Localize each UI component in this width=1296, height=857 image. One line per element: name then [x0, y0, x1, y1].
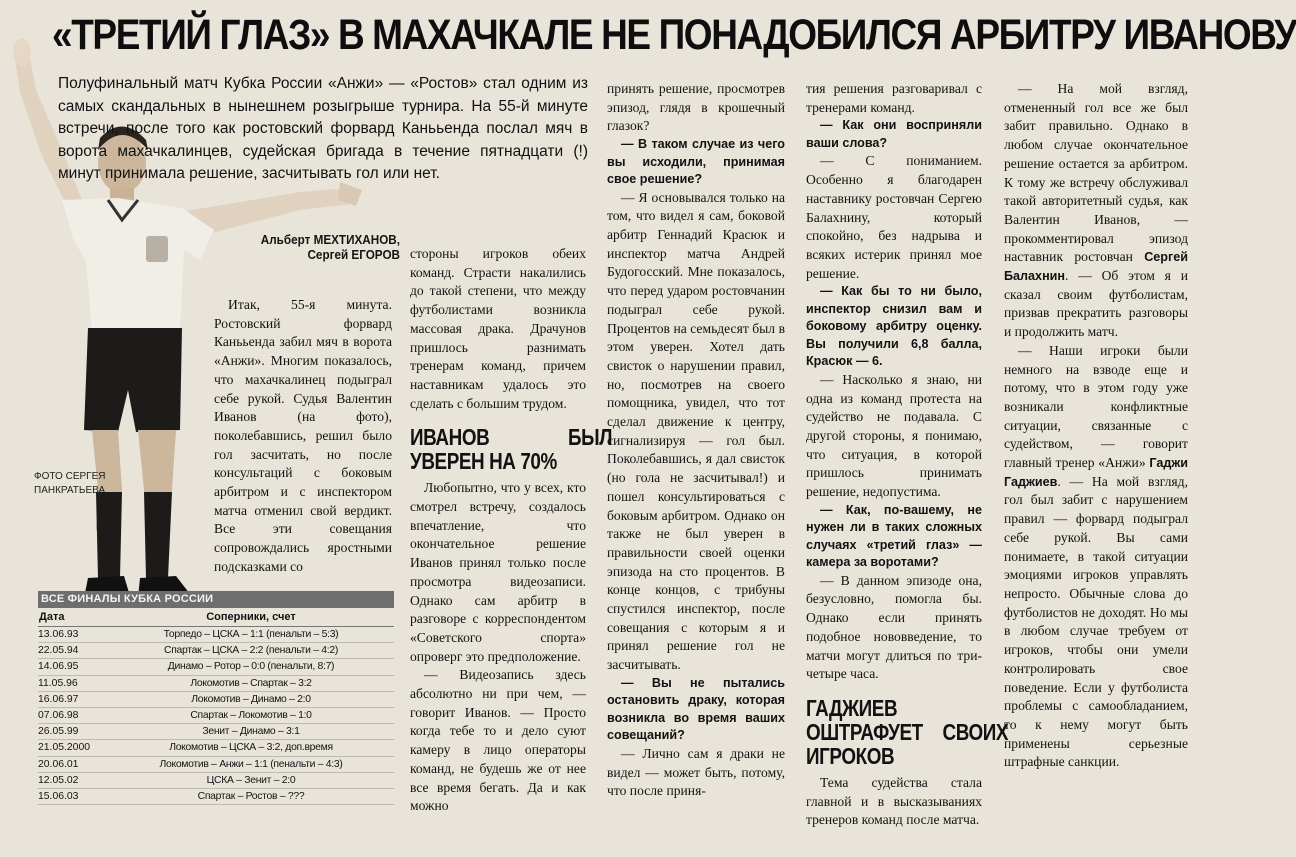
headline: «ТРЕТИЙ ГЛАЗ» В МАХАЧКАЛЕ НЕ ПОНАДОБИЛСЯ АРБИТРУ ИВАНОВУ — [52, 11, 1296, 59]
table-cell-date: 12.05.02 — [38, 772, 108, 788]
column-1 — [214, 296, 392, 586]
table-cell-match: Торпедо – ЦСКА – 1:1 (пенальти – 5:3) — [108, 627, 394, 643]
column-3-question-2: — Вы не пытались остановить драку, которая возникла во время ваших совещаний? — [607, 675, 785, 743]
byline-author-2: Сергей ЕГОРОВ — [307, 247, 400, 262]
table-row — [38, 724, 394, 740]
column-4-question-3: — Как, по-вашему, не нужен ли в таких сложных случаях «третий глаз» — камера за воротами? — [806, 502, 982, 570]
lead-paragraph: Полуфинальный матч Кубка России «Анжи» — «Ростов» стал одним из самых скандальных в нынешнем розыгрыше турнира. На 55-й минуте встречи, после того как ростовский форвард Канььенда послал мяч в ворота махачкалинцев, судейская бригада в течение пятнадцати (!) минут принимала решение, засчитывать гол или нет. — [58, 75, 588, 182]
table-row — [38, 772, 394, 788]
table-row — [38, 659, 394, 675]
column-3-question-1: — В таком случае из чего вы исходили, принимая свое решение? — [607, 137, 785, 187]
table-cell-date: 13.06.93 — [38, 627, 108, 643]
table-cell-date: 14.06.95 — [38, 659, 108, 675]
byline-author-1: Альберт МЕХТИХАНОВ, — [260, 232, 400, 247]
table-cell-match: Локомотив – Динамо – 2:0 — [108, 691, 394, 707]
photo-credit: ФОТО СЕРГЕЯ ПАНКРАТЬЕВА — [34, 471, 106, 496]
column-5-name-balakhnin: Сергей Балахнин — [1004, 250, 1188, 284]
column-4-paragraph-3: — Насколько я знаю, ни одна из команд протеста на судейство не подавала. С другой стороны, я понимаю, что ситуация, в которой пришлось принимать решение, недопустима. — [806, 371, 982, 500]
table-cell-date: 22.05.94 — [38, 643, 108, 659]
table-row — [38, 643, 394, 659]
table-cell-date: 15.06.03 — [38, 788, 108, 804]
column-5 — [1004, 80, 1188, 805]
column-5-paragraph-2-text-a: — Наши игроки были немного на взводе еще и потому, что в этом году уже возникали конфликтные ситуации, связанные с судейством, — говорит главный тренер «Анжи» — [1004, 342, 1188, 471]
subhead-gadzhiev: ГАДЖИЕВ ОШТРАФУЕТ СВОИХ ИГРОКОВ — [806, 694, 1009, 769]
table-cell-match: Локомотив – ЦСКА – 3:2, доп.время — [108, 740, 394, 756]
column-2 — [410, 245, 613, 814]
table-cell-date: 11.05.96 — [38, 675, 108, 691]
column-5-paragraph-1 — [1004, 80, 1188, 342]
column-3 — [607, 80, 785, 805]
column-5-paragraph-1-text-c: . — Об этом я и сказал своим футболистам, призвав прекратить разговоры и продолжить матч. — [1004, 268, 1188, 340]
column-2-paragraph-3: — Видеозапись здесь абсолютно ни при чем, — говорит Иванов. — Просто когда тебе то и дело суют камеру в лицо операторы команд, не будешь же от нее все время бегать. Да и как можно — [410, 667, 586, 814]
table-cell-date: 07.06.98 — [38, 707, 108, 723]
cup-finals-grid — [38, 608, 394, 805]
table-cell-match: Зенит – Динамо – 3:1 — [108, 724, 394, 740]
column-3-paragraph-3: — Лично сам я драки не видел — может быть, потому, что после приня- — [607, 745, 785, 799]
column-4-question-1: — Как они восприняли ваши слова? — [806, 118, 982, 150]
table-row — [38, 675, 394, 691]
table-row — [38, 707, 394, 723]
table-cell-match: Спартак – ЦСКА – 2:2 (пенальти – 4:2) — [108, 643, 394, 659]
column-4 — [806, 80, 1009, 828]
table-row — [38, 691, 394, 707]
column-5-name-gadzhiev: Гаджи Гаджиев — [1004, 456, 1188, 489]
column-4-paragraph-4: — В данном эпизоде она, безусловно, помогла бы. Однако если принять подобное нововведение, то матчи могут длиться по три-четыре часа. — [806, 572, 982, 682]
table-cell-match: Спартак – Локомотив – 1:0 — [108, 707, 394, 723]
subhead-ivanov: ИВАНОВ БЫЛ УВЕРЕН НА 70% — [410, 424, 613, 475]
table-row — [38, 627, 394, 643]
table-row — [38, 740, 394, 756]
table-cell-match: Динамо – Ротор – 0:0 (пенальти, 8:7) — [108, 659, 394, 675]
column-3-paragraph-1: принять решение, просмотрев эпизод, глядя в крошечный глазок? — [607, 81, 785, 134]
column-2-paragraph-2: Любопытно, что у всех, кто смотрел встречу, создалось впечатление, что окончательное решение Иванов принял только после просмотра видеозаписи. Однако сам арбитр в разговоре с корреспондентом «Советского спорта» опроверг это предположение. — [410, 480, 586, 664]
column-5-paragraph-2-text-c: . — На мой взгляд, гол был забит с нарушением правил — форвард подыграл себе рукой. Вы сами понимаете, в такой ситуации эмоциями игроков управлять непросто. Обычные слова до футболистов не доходят. Но мы в любом случае требуем от игроков, чтобы они умели контролировать свое поведение. Если у футболиста проблемы с самообладанием, то к нему могут быть применены серьезные штрафные санкции. — [1004, 473, 1188, 770]
table-header-row — [38, 608, 394, 627]
column-1-paragraph: Итак, 55-я минута. Ростовский форвард Канььенда забил мяч в ворота «Анжи». Многим показалось, что махачкалинец подыграл себе рукой. Судья Валентин Иванов (на фото), поколебавшись, решил было гол засчитать, но после консультаций с боковым арбитром и с инспектором матча отменил свой вердикт. Все эти совещания сопровождались яростными подсказками со — [214, 297, 392, 574]
cup-finals-table-title: ВСЕ ФИНАЛЫ КУБКА РОССИИ — [38, 591, 394, 608]
table-row — [38, 788, 394, 804]
table-cell-date: 26.05.99 — [38, 724, 108, 740]
column-4-question-2: — Как бы то ни было, инспектор снизил вам и боковому арбитру оценку. Вы получили 6,8 балла, Красюк — 6. — [806, 284, 982, 369]
column-5-paragraph-2 — [1004, 342, 1188, 772]
table-cell-date: 16.06.97 — [38, 691, 108, 707]
column-5-paragraph-1-text-a: — На мой взгляд, отмененный гол все же был забит правильно. Однако в любом случае окончательное решение остается за арбитром. К тому же встречу обслуживал такой авторитетный судья, как Валентин Иванов, — прокомментировал эпизод наставник ростовчан — [1004, 81, 1188, 265]
table-cell-date: 20.06.01 — [38, 756, 108, 772]
column-4-paragraph-5: Тема судейства стала главной и в высказываниях тренеров команд после матча. — [806, 774, 982, 828]
table-row — [38, 756, 394, 772]
table-cell-match: Спартак – Ростов – ??? — [108, 788, 394, 804]
cup-finals-table — [38, 591, 394, 801]
byline — [220, 232, 400, 262]
column-4-paragraph-1: тия решения разговаривал с тренерами команд. — [806, 81, 982, 115]
table-header-date: Дата — [38, 608, 108, 627]
table-header-opponents: Соперники, счет — [108, 608, 394, 627]
table-cell-match: Локомотив – Спартак – 3:2 — [108, 675, 394, 691]
table-cell-match: ЦСКА – Зенит – 2:0 — [108, 772, 394, 788]
column-2-paragraph-1: стороны игроков обеих команд. Страсти накалились до такой степени, что между футболистами возникла массовая драка. Драчунов пришлось разнимать тренерам команд, причем наставникам удалось это сделать с большим трудом. — [410, 246, 586, 411]
column-4-paragraph-2: — С пониманием. Особенно я благодарен наставнику ростовчан Сергею Балахнину, который спокойно, без надрыва и всяких истерик принял мое решение. — [806, 153, 982, 281]
column-3-paragraph-2: — Я основывался только на том, что видел я сам, боковой арбитр Геннадий Красюк и инспектор матча Андрей Будогосский. Мне показалось, что перед ударом ростовчанин подыграл себе рукой. Процентов на семьдесят был в этом уверен. Хотел дать свисток о нарушении правил, но, посмотрев на своего помощника, увидел, что тот сделал движение к центру, сигнализируя — гол был. Поколебавшись, я дал свисток (но гола не засчитывал!) и пошел консультироваться с боковым арбитром. Однако он также не был уверен в правильности своей оценки эпизода на сто процентов. В конце концов, с трибуны спустился инспектор, после совещания с которым я и принял решение гол не засчитывать. — [607, 189, 785, 673]
table-cell-match: Локомотив – Анжи – 1:1 (пенальти – 4:3) — [108, 756, 394, 772]
table-cell-date: 21.05.2000 — [38, 740, 108, 756]
